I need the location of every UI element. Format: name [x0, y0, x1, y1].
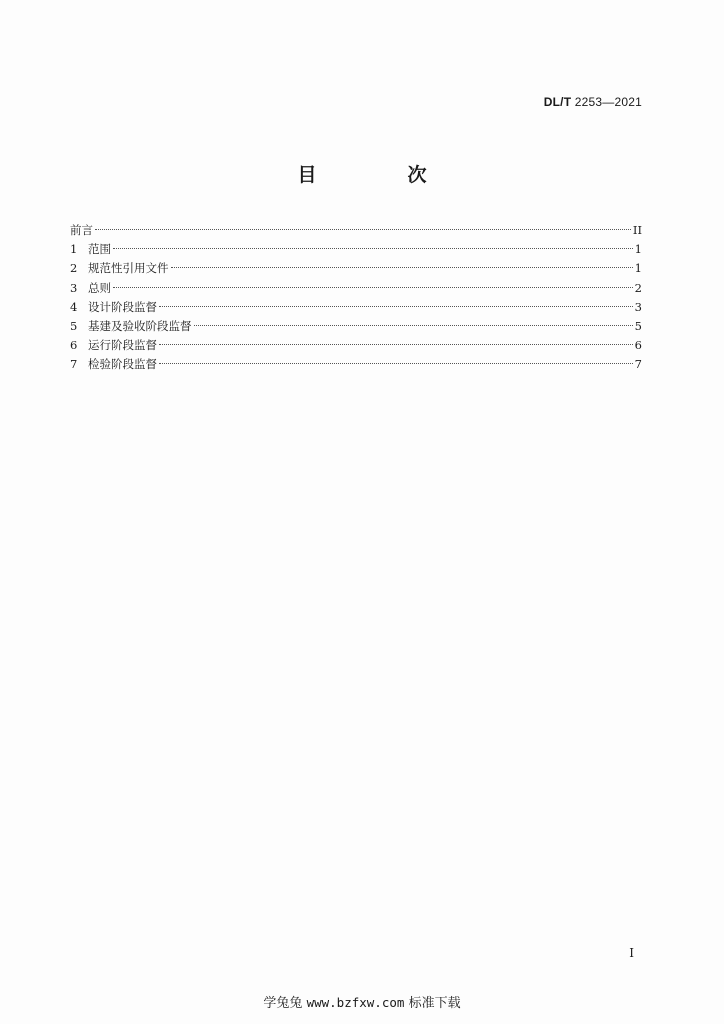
toc-number: 5 — [70, 318, 78, 333]
dot-leader — [113, 248, 633, 249]
toc-text: 前言 — [70, 223, 93, 237]
toc-text: 检验阶段监督 — [88, 357, 157, 372]
toc-number: 2 — [70, 261, 78, 276]
toc-text: 运行阶段监督 — [88, 338, 157, 353]
toc-entry-4[interactable] — [70, 298, 642, 317]
footer-url[interactable]: www.bzfxw.com — [306, 995, 405, 1010]
dot-leader — [194, 325, 633, 326]
toc-page: II — [632, 223, 642, 237]
dot-leader — [113, 287, 633, 288]
toc-number: 1 — [70, 242, 78, 257]
toc-entry-1[interactable] — [70, 240, 642, 259]
toc-entry-foreword[interactable] — [70, 221, 642, 240]
dot-leader — [159, 306, 633, 307]
footer-watermark — [0, 992, 724, 1011]
footer-tagline: 标准下载 — [408, 996, 461, 1011]
toc-title: 目 次 — [297, 164, 463, 186]
dot-leader — [159, 344, 633, 345]
toc-page: 6 — [634, 338, 642, 353]
toc-number: 3 — [70, 280, 78, 295]
standard-code — [544, 95, 642, 109]
toc-page: 2 — [634, 280, 642, 295]
page-number: I — [629, 946, 634, 960]
toc-page: 7 — [634, 357, 642, 372]
dot-leader — [95, 229, 631, 230]
standard-prefix: DL/T — [543, 95, 572, 109]
toc-text: 规范性引用文件 — [88, 261, 169, 276]
standard-number: 2253—2021 — [574, 95, 642, 109]
toc-text: 范围 — [88, 242, 111, 257]
toc-page: 1 — [634, 261, 642, 276]
toc-page: 3 — [634, 299, 642, 314]
toc-text: 基建及验收阶段监督 — [88, 318, 192, 333]
toc-text: 设计阶段监督 — [88, 299, 157, 314]
toc-entry-2[interactable] — [70, 259, 642, 278]
toc-entry-3[interactable] — [70, 279, 642, 298]
footer-site-name: 学兔兔 — [263, 996, 303, 1011]
toc-entry-6[interactable] — [70, 336, 642, 355]
toc-number: 4 — [70, 299, 78, 314]
toc-number: 6 — [70, 338, 78, 353]
table-of-contents — [70, 221, 642, 375]
dot-leader — [171, 267, 633, 268]
toc-entry-7[interactable] — [70, 355, 642, 374]
toc-number: 7 — [70, 357, 78, 372]
toc-page: 1 — [634, 242, 642, 257]
dot-leader — [159, 363, 633, 364]
toc-entry-5[interactable] — [70, 317, 642, 336]
toc-text: 总则 — [88, 280, 111, 295]
toc-page: 5 — [634, 318, 642, 333]
